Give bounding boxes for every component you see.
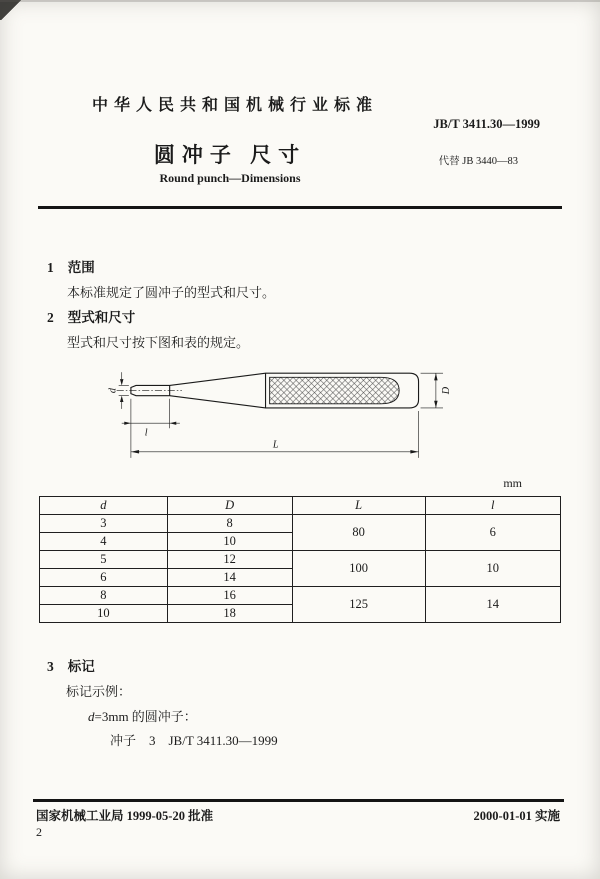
cell-l: 10: [425, 551, 560, 587]
table-row: [40, 551, 561, 569]
cell-D: 16: [167, 587, 292, 605]
cell-d: 5: [40, 551, 168, 569]
cell-L: 125: [292, 587, 425, 623]
punch-drawing: [108, 362, 470, 464]
col-header-d: d: [40, 497, 168, 515]
section-2-number: 2: [47, 310, 54, 325]
cell-d: 3: [40, 515, 168, 533]
col-header-L: L: [292, 497, 425, 515]
marking-example-line: [88, 706, 197, 725]
section-3-number: 3: [47, 659, 54, 674]
figure-label-D: D: [441, 386, 453, 395]
replaces-note: 代替 JB 3440—83: [438, 156, 518, 167]
cell-d: 10: [40, 605, 168, 623]
standard-org-title: 中华人民共和国机械行业标准: [91, 97, 378, 114]
marking-example-text: =3mm 的圆冲子：: [94, 709, 197, 724]
figure-label-L: L: [272, 439, 279, 451]
cell-L: 100: [292, 551, 425, 587]
unit-label: mm: [503, 476, 522, 490]
marking-example-label: 标记示例：: [66, 684, 132, 699]
section-3-title: 标记: [67, 659, 95, 674]
implementation-note: 2000-01-01 实施: [473, 809, 560, 823]
cell-D: 14: [167, 569, 292, 587]
cell-l: 14: [425, 587, 560, 623]
doc-title: 圆冲子 尺寸: [153, 143, 307, 167]
header-rule: [38, 206, 562, 209]
section-2-title: 型式和尺寸: [67, 310, 136, 325]
figure-label-d: d: [108, 388, 119, 394]
section-1-heading: [47, 256, 95, 276]
standard-number: JB/T 3411.30—1999: [433, 117, 540, 131]
cell-d: 4: [40, 533, 168, 551]
section-2-heading: [47, 306, 135, 326]
footer-rule: [33, 799, 564, 802]
cell-D: 10: [167, 533, 292, 551]
doc-title-english: Round punch—Dimensions: [159, 171, 301, 185]
approval-note: 国家机械工业局 1999-05-20 批准: [36, 809, 214, 823]
marking-designation: 冲子 3 JB/T 3411.30—1999: [110, 733, 278, 748]
punch-figure: [108, 362, 470, 466]
cell-D: 12: [167, 551, 292, 569]
section-2-body: 型式和尺寸按下图和表的规定。: [67, 335, 250, 350]
col-header-l: l: [425, 497, 560, 515]
cell-d: 8: [40, 587, 168, 605]
scan-corner-artifact: [0, 0, 30, 20]
section-1-title: 范围: [67, 260, 95, 275]
table-row: [40, 515, 561, 533]
cell-L: 80: [292, 515, 425, 551]
section-3-heading: [47, 655, 95, 675]
cell-D: 8: [167, 515, 292, 533]
figure-label-l: l: [144, 427, 148, 439]
table-row: [40, 587, 561, 605]
marking-example-variable: d: [88, 709, 95, 724]
scan-edge-artifact: [0, 0, 600, 2]
dimensions-table: [39, 496, 561, 623]
table-header-row: [40, 497, 561, 515]
col-header-D: D: [167, 497, 292, 515]
section-1-number: 1: [47, 260, 54, 275]
cell-D: 18: [167, 605, 292, 623]
section-1-body: 本标准规定了圆冲子的型式和尺寸。: [67, 285, 276, 300]
page-number: 2: [36, 825, 42, 839]
cell-d: 6: [40, 569, 168, 587]
cell-l: 6: [425, 515, 560, 551]
knurl-region: [270, 377, 400, 404]
